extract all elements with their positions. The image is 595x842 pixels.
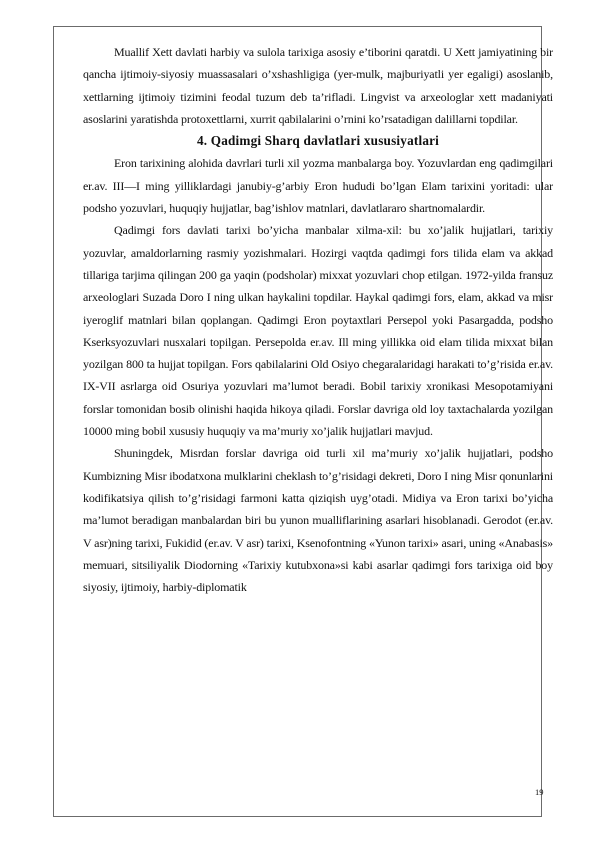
paragraph-egypt-greek-sources: Shuningdek, Misrdan forslar davriga oid turli xil ma’muriy xo’jalik hujjatlari, podsho Kumbizning Misr ibodatxona mulklarini cheklash to’g’risidagi dekreti, Doro I ning Misr qonunlarini kodifikatsiya qilish to’g’risidagi farmoni katta qiziqish uyg’otadi. Midiya va Eron tarixi bo’yicha ma’lumot beradigan manbalardan biri bu yunon mualliflarining asarlari hisoblanadi. Gerodot (er.av. V asr)ning tarixi, Fukidid (er.av. V asr) tarixi, Ksenofontning «Yunon tarixi» asari, uning «Anabasis» memuari, sitsiliyalik Diodorning «Tarixiy kutubxona»si kabi asarlar qadimgi fors tarixiga oid boy siyosiy, ijtimoiy, harbiy-diplomatik (83, 446, 553, 595)
paragraph-iran-sources: Eron tarixining alohida davrlari turli xil yozma manbalarga boy. Yozuvlardan eng qadimgilari er.av. III—I ming yilliklardagi janubiy-g’arbiy Eron hududi bo’lgan Elam tarixini yoritadi: ular podsho yozuvlari, huquqiy hujjatlar, bag’ishlov matnlari, davlatlararo shartnomalardir. (83, 156, 553, 216)
document-body (83, 41, 553, 598)
paragraph-persian-sources: Qadimgi fors davlati tarixi bo’yicha manbalar xilma-xil: bu xo’jalik hujjatlari, tarixiy yozuvlar, amaldorlarning rasmiy yozishmalari. Hozirgi vaqtda qadimgi fors tilida elam va akkad tillariga tarjima qilingan 200 ga yaqin (podsholar) mixxat yozuvlari chop etilgan. 1972-yilda fransuz arxeologlari Suzada Doro I ning ulkan haykalini topdilar. Haykal qadimgi fors, elam, akkad va misr iyeroglif matnlari bilan qoplangan. Qadimgi Eron poytaxtlari Persepol yoki Pasargadda, podsho Kserksyozuvlari nusxalari topilgan. Persepolda er.av. Ill ming yillikka oid elam tilida mixxat bilan yozilgan 800 ta hujjat topilgan. Fors qabilalarini Old Osiyo chegaralaridagi harakati to’g’risida er.av. IX-VII asrlarga oid Osuriya yozuvlari ma’lumot beradi. Bobil tarixiy xronikasi Mesopotamiyani forslar tomonidan bosib olinishi haqida hikoya qiladi. Forslar davriga old loy taxtachalarda yozilgan 10000 ming bobil xususiy huquqiy va ma’muriy xo’jalik hujjatlari mavjud. (83, 223, 553, 439)
page-number: 19 (535, 787, 544, 797)
paragraph-hittite-history: Muallif Xett davlati harbiy va sulola tarixiga asosiy e’tiborini qaratdi. U Xett jamiyatining bir qancha ijtimoiy-siyosiy muassasalari o’xshashligiga (yer-mulk, majburiyatli yer egaligi) asoslanib, xettlarning ijtimoiy tizimini feodal tuzum deb ta’rifladi. Lingvist va arxeologlar xett madaniyati asoslarini yaratishda protoxettlarni, xurrit qabilalarini o’rnini ko’rsatadigan dalillarni topdilar. (83, 45, 553, 126)
section-heading: 4. Qadimgi Sharq davlatlari xususiyatlari (196, 133, 440, 149)
